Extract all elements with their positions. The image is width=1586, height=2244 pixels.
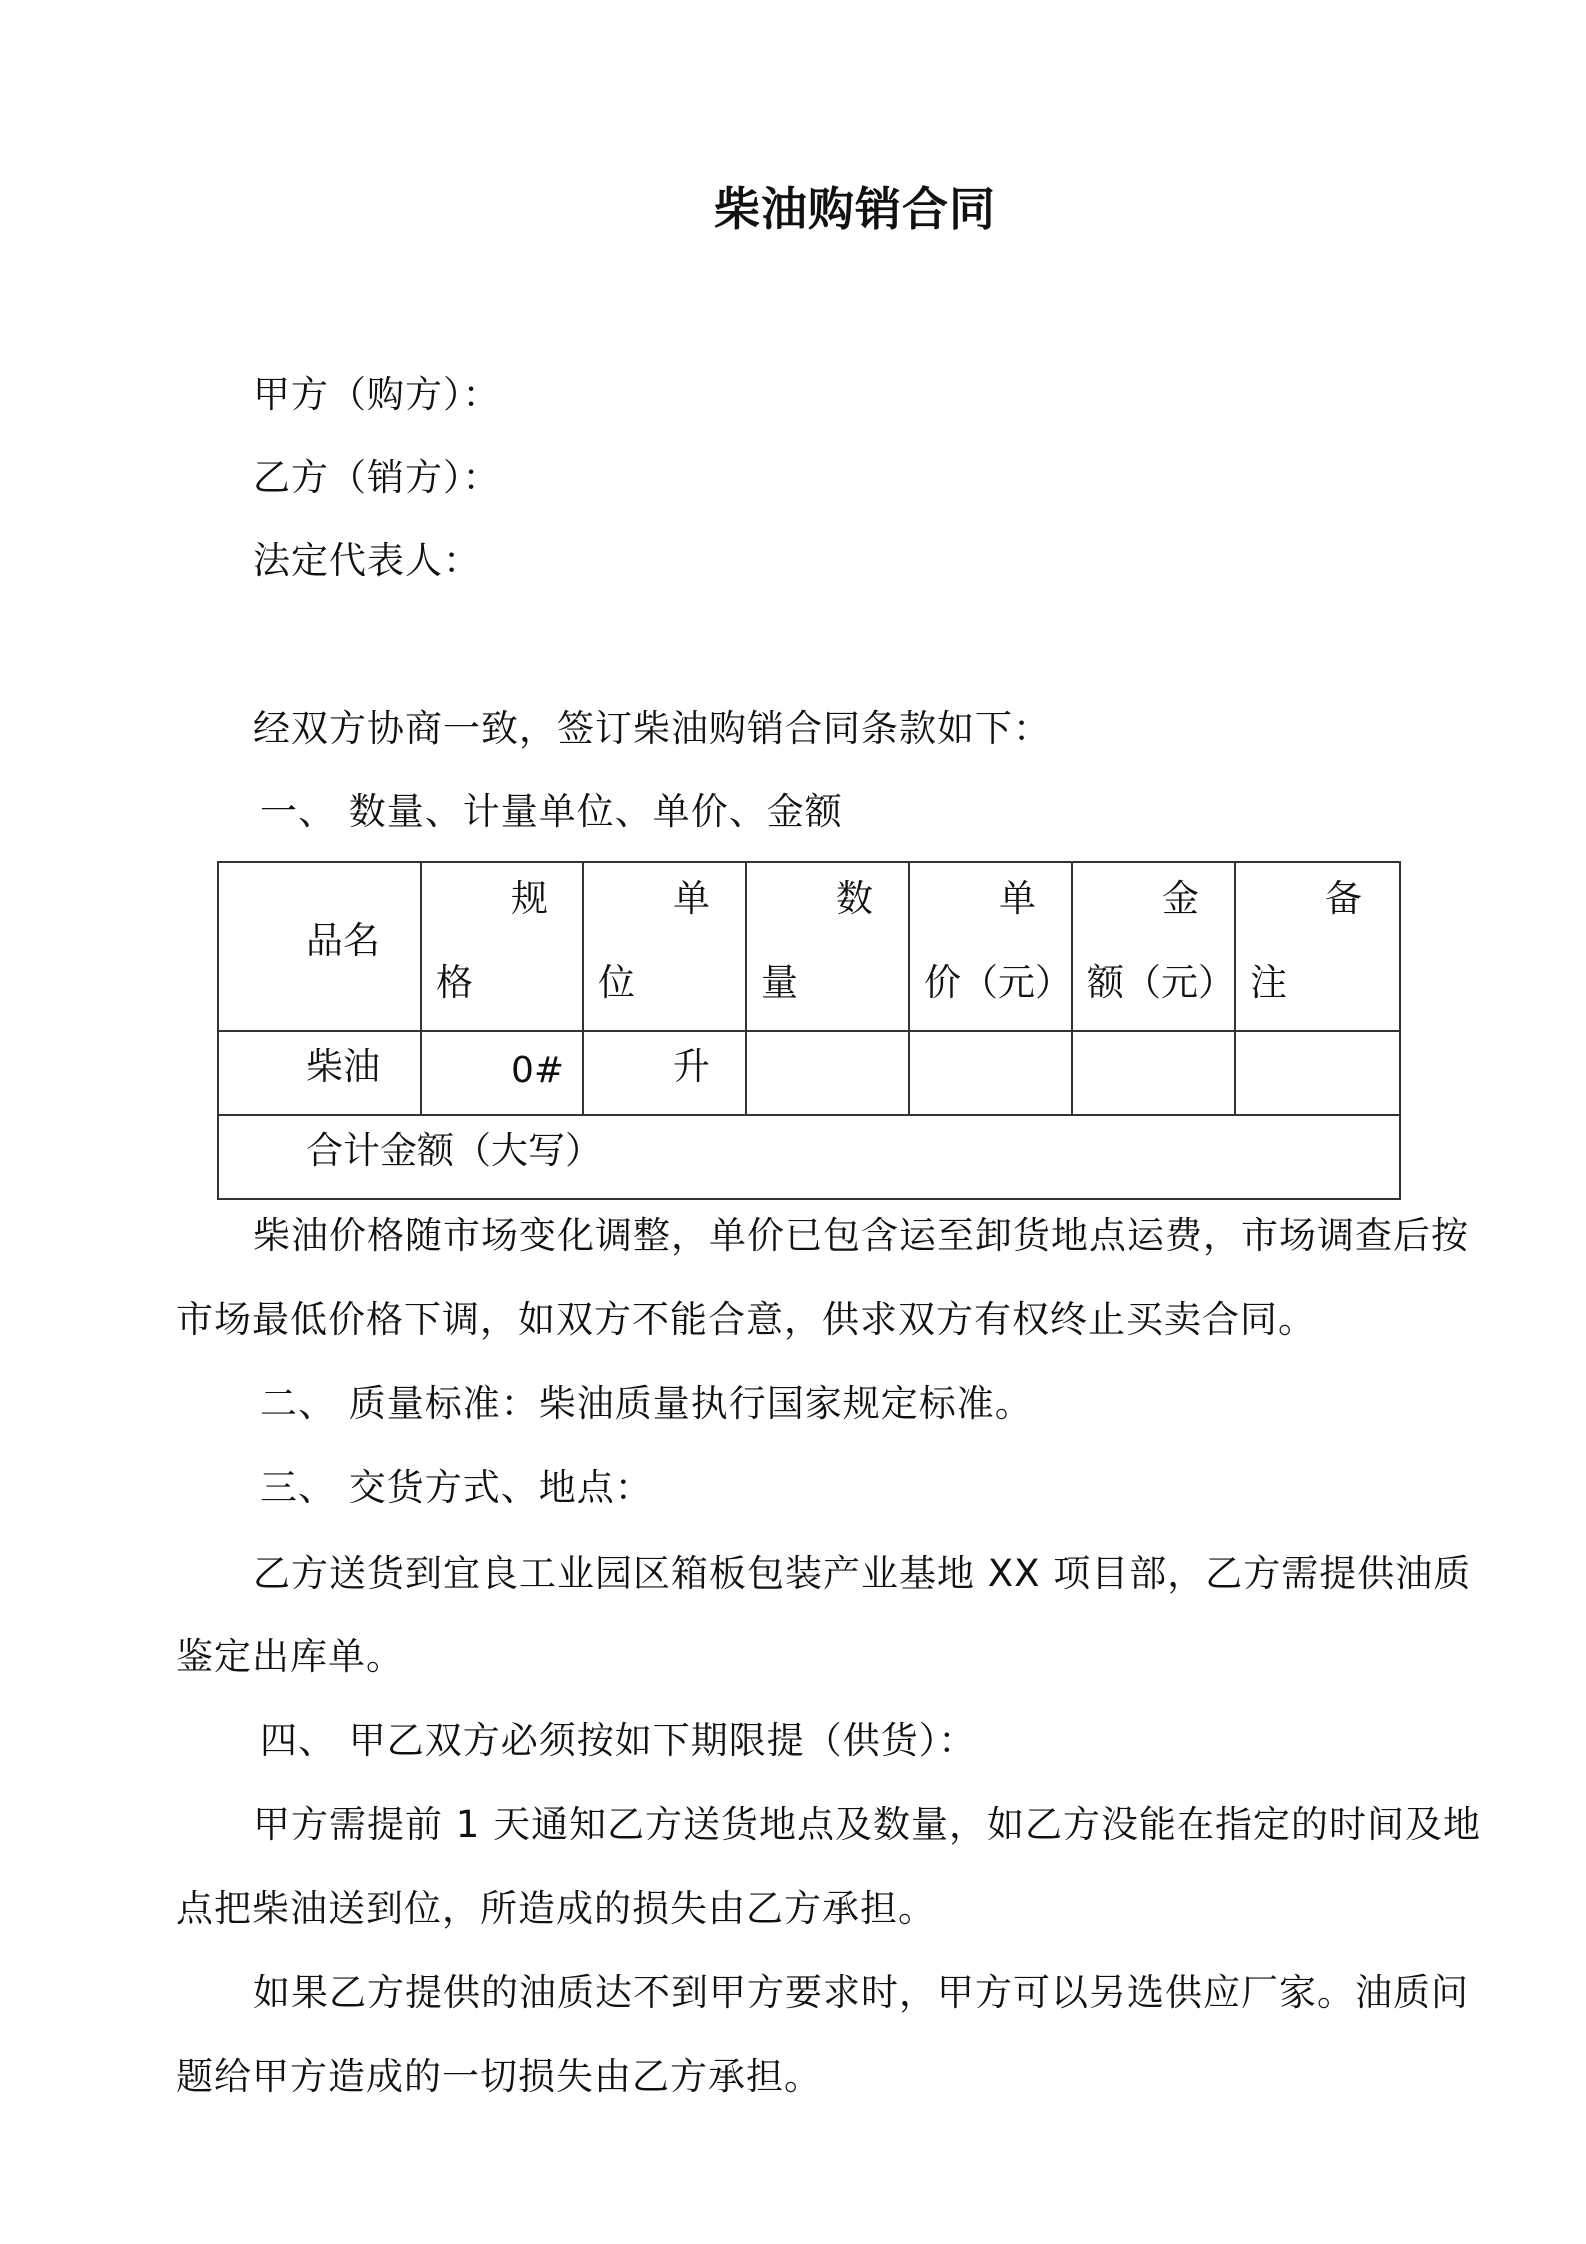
intro-paragraph: 经双方协商一致，签订柴油购销合同条款如下：: [253, 707, 1051, 750]
table-cell-unit: 升: [673, 1045, 710, 1088]
price-note-line-1: 柴油价格随市场变化调整，单价已包含运至卸货地点运费，市场调查后按: [253, 1214, 1469, 1257]
table-header-remark-top: 备: [1325, 877, 1362, 920]
document-title: 柴油购销合同: [714, 182, 996, 236]
price-note-line-2: 市场最低价格下调，如双方不能合意，供求双方有权终止买卖合同。: [176, 1298, 1316, 1341]
section-3-heading: 三、 交货方式、地点：: [260, 1466, 653, 1509]
legal-representative-label: 法定代表人：: [253, 539, 481, 582]
delivery-line-2: 鉴定出库单。: [176, 1635, 404, 1678]
party-a-label: 甲方（购方）：: [253, 373, 501, 416]
table-header-remark-bottom: 注: [1250, 961, 1287, 1004]
table-cell-product: 柴油: [306, 1045, 380, 1088]
table-header-quantity-bottom: 量: [761, 961, 798, 1004]
section-2-heading: 二、 质量标准：柴油质量执行国家规定标准。: [260, 1382, 1033, 1425]
quality-line-2: 题给甲方造成的一切损失由乙方承担。: [176, 2055, 822, 2098]
table-header-name: 品名: [306, 919, 380, 962]
quality-line-1: 如果乙方提供的油质达不到甲方要求时，甲方可以另选供应厂家。油质问: [253, 1971, 1469, 2014]
notice-line-2: 点把柴油送到位，所造成的损失由乙方承担。: [176, 1887, 936, 1930]
delivery-line-1: 乙方送货到宜良工业园区箱板包装产业基地 XX 项目部，乙方需提供油质: [253, 1552, 1472, 1595]
table-header-spec-bottom: 格: [436, 961, 473, 1004]
table-header-amount-top: 金: [1162, 877, 1199, 920]
table-header-quantity-top: 数: [836, 877, 873, 920]
table-header-price-top: 单: [999, 877, 1036, 920]
table-header-amount-bottom: 额（元）: [1087, 961, 1235, 1004]
table-header-unit-bottom: 位: [598, 961, 635, 1004]
notice-line-1: 甲方需提前 1 天通知乙方送货地点及数量，如乙方没能在指定的时间及地: [253, 1803, 1482, 1846]
table-cell-spec: 0#: [511, 1050, 565, 1091]
table-header-price-bottom: 价（元）: [924, 961, 1072, 1004]
section-4-heading: 四、 甲乙双方必须按如下期限提（供货）：: [260, 1719, 977, 1762]
table-header-unit-top: 单: [673, 877, 710, 920]
table-total-label: 合计金额（大写）: [306, 1129, 602, 1172]
party-b-label: 乙方（销方）：: [253, 456, 501, 499]
table-header-spec-top: 规: [511, 877, 548, 920]
section-1-heading: 一、 数量、计量单位、单价、金额: [260, 790, 843, 833]
